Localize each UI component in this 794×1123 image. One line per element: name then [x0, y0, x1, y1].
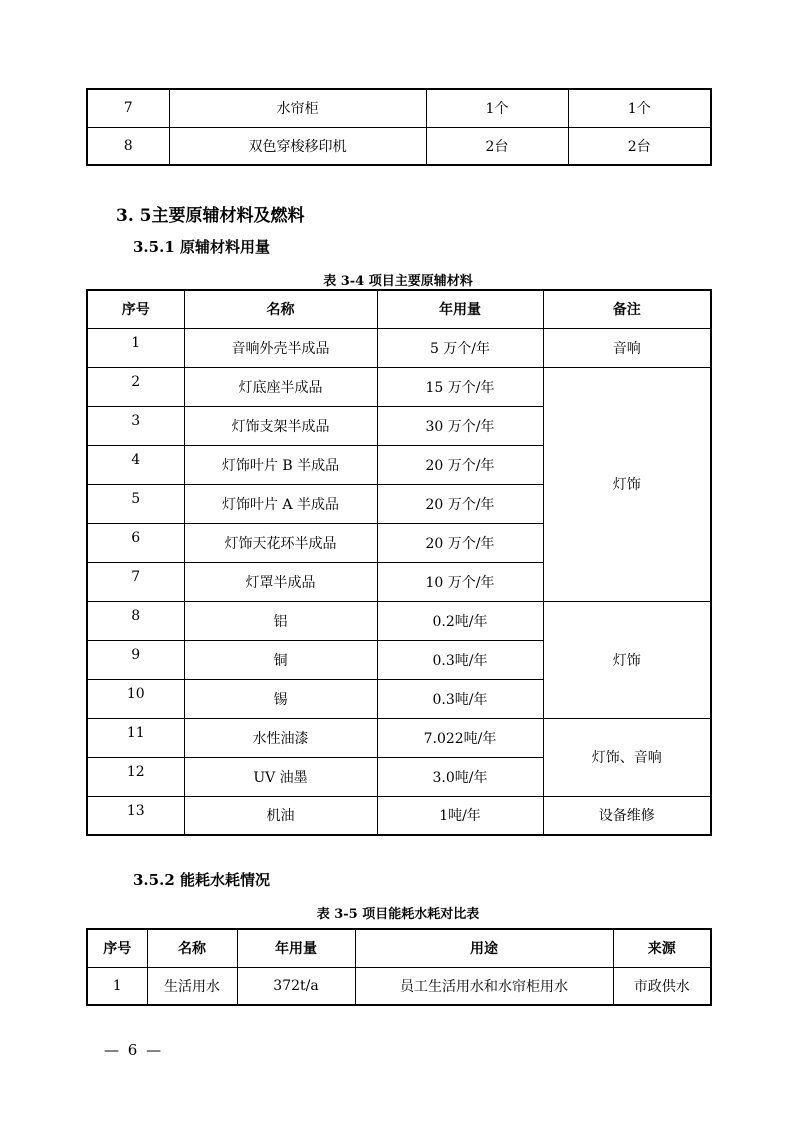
header-name: 名称 — [147, 929, 237, 967]
equipment-table-continued — [86, 88, 712, 166]
remark-cell: 音响 — [543, 328, 711, 367]
row-number: 1 — [87, 967, 147, 1005]
annual-quantity: 10 万个/年 — [377, 562, 543, 601]
annual-quantity: 15 万个/年 — [377, 367, 543, 406]
header-name: 名称 — [184, 290, 377, 328]
remark-cell: 灯饰 — [543, 601, 711, 718]
table-row — [87, 328, 711, 367]
table-row — [87, 89, 711, 127]
row-number: 5 — [87, 484, 184, 523]
header-remark: 备注 — [543, 290, 711, 328]
row-number: 9 — [87, 640, 184, 679]
table-row — [87, 367, 711, 406]
row-number: 11 — [87, 718, 184, 757]
material-name: 音响外壳半成品 — [184, 328, 377, 367]
row-number: 6 — [87, 523, 184, 562]
row-number: 7 — [87, 89, 169, 127]
material-name: 锡 — [184, 679, 377, 718]
table-3-5-caption: 表 3-5 项目能耗水耗对比表 — [316, 907, 480, 922]
table-3-4-caption: 表 3-4 项目主要原辅材料 — [323, 274, 473, 289]
annual-quantity: 20 万个/年 — [377, 445, 543, 484]
material-name: 灯饰天花环半成品 — [184, 523, 377, 562]
quantity-cell: 1个 — [568, 89, 711, 127]
annual-quantity: 0.2吨/年 — [377, 601, 543, 640]
quantity-cell: 2台 — [426, 127, 568, 165]
annual-quantity: 20 万个/年 — [377, 523, 543, 562]
material-name: 铜 — [184, 640, 377, 679]
equipment-name: 双色穿梭移印机 — [169, 127, 426, 165]
section-heading-3-5-1: 3.5.1 原辅材料用量 — [133, 238, 270, 256]
row-number: 7 — [87, 562, 184, 601]
row-number: 12 — [87, 757, 184, 796]
table-row — [87, 967, 711, 1005]
table-header-row — [87, 290, 711, 328]
annual-quantity: 1吨/年 — [377, 796, 543, 835]
annual-quantity: 30 万个/年 — [377, 406, 543, 445]
row-number: 4 — [87, 445, 184, 484]
remark-cell: 设备维修 — [543, 796, 711, 835]
annual-quantity: 5 万个/年 — [377, 328, 543, 367]
materials-table — [86, 289, 712, 836]
source-cell: 市政供水 — [613, 967, 711, 1005]
annual-quantity: 0.3吨/年 — [377, 679, 543, 718]
header-no: 序号 — [87, 290, 184, 328]
page-number: — 6 — — [104, 1041, 164, 1059]
header-no: 序号 — [87, 929, 147, 967]
row-number: 8 — [87, 127, 169, 165]
material-name: 灯底座半成品 — [184, 367, 377, 406]
remark-cell: 灯饰 — [543, 367, 711, 601]
header-use: 用途 — [355, 929, 613, 967]
table-row — [87, 718, 711, 757]
row-number: 3 — [87, 406, 184, 445]
row-number: 10 — [87, 679, 184, 718]
quantity-cell: 1个 — [426, 89, 568, 127]
row-number: 1 — [87, 328, 184, 367]
annual-quantity: 3.0吨/年 — [377, 757, 543, 796]
table-row — [87, 796, 711, 835]
annual-quantity: 7.022吨/年 — [377, 718, 543, 757]
table-row — [87, 601, 711, 640]
usage-cell: 员工生活用水和水帘柜用水 — [355, 967, 613, 1005]
material-name: UV 油墨 — [184, 757, 377, 796]
header-qty: 年用量 — [377, 290, 543, 328]
header-source: 来源 — [613, 929, 711, 967]
material-name: 灯饰叶片 A 半成品 — [184, 484, 377, 523]
table-row — [87, 127, 711, 165]
item-name: 生活用水 — [147, 967, 237, 1005]
material-name: 灯饰叶片 B 半成品 — [184, 445, 377, 484]
material-name: 机油 — [184, 796, 377, 835]
remark-cell: 灯饰、音响 — [543, 718, 711, 796]
equipment-name: 水帘柜 — [169, 89, 426, 127]
table-header-row — [87, 929, 711, 967]
row-number: 13 — [87, 796, 184, 835]
material-name: 灯饰支架半成品 — [184, 406, 377, 445]
material-name: 铝 — [184, 601, 377, 640]
annual-quantity: 372t/a — [237, 967, 355, 1005]
section-heading-3-5: 3. 5主要原辅材料及燃料 — [116, 206, 305, 226]
material-name: 灯罩半成品 — [184, 562, 377, 601]
header-qty: 年用量 — [237, 929, 355, 967]
section-heading-3-5-2: 3.5.2 能耗水耗情况 — [133, 871, 270, 889]
annual-quantity: 0.3吨/年 — [377, 640, 543, 679]
quantity-cell: 2台 — [568, 127, 711, 165]
row-number: 8 — [87, 601, 184, 640]
row-number: 2 — [87, 367, 184, 406]
energy-water-table — [86, 928, 712, 1006]
annual-quantity: 20 万个/年 — [377, 484, 543, 523]
material-name: 水性油漆 — [184, 718, 377, 757]
